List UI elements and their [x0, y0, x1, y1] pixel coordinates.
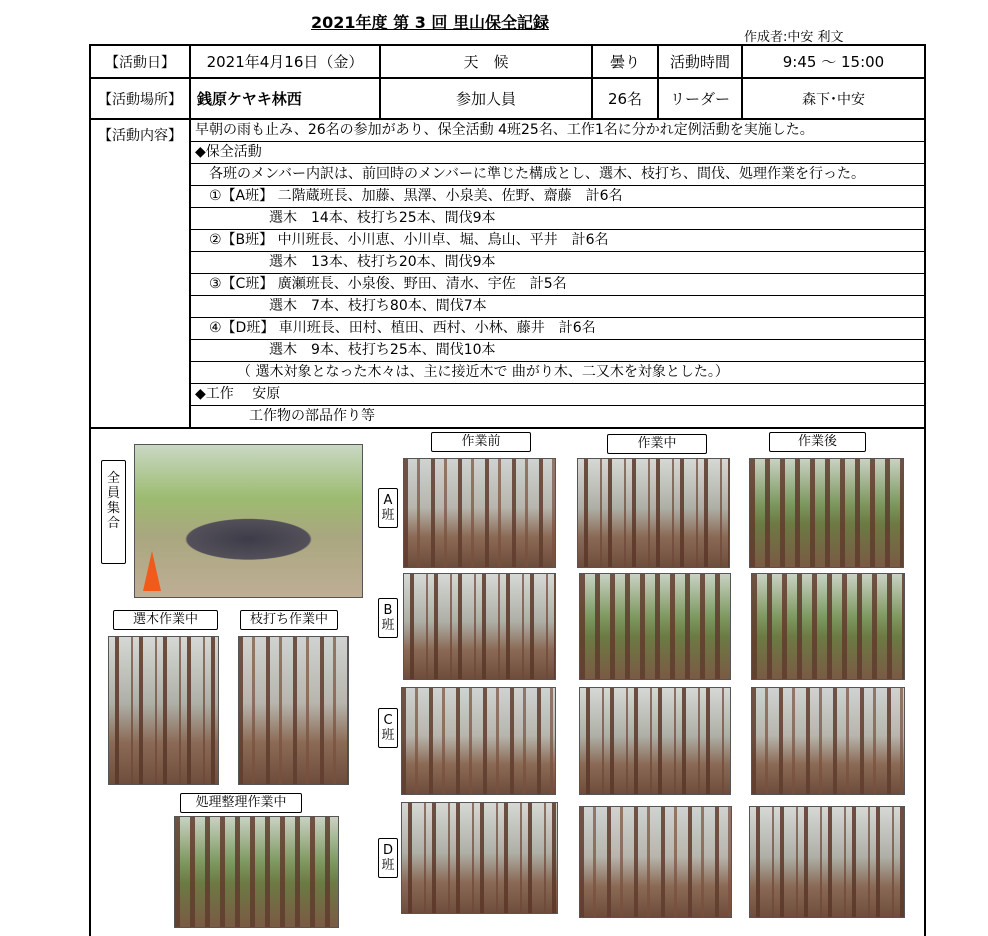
team-a-during-photo: [577, 458, 730, 568]
activity-line: ③【C班】 廣瀬班長、小泉俊、野田、清水、宇佐 計5名: [191, 274, 924, 296]
team-b-after-photo: [751, 573, 905, 680]
date-value: 2021年4月16日（金）: [191, 46, 381, 77]
activity-line: ◆工作 安原: [191, 384, 924, 406]
participants-value: 26名: [593, 79, 659, 118]
shori-label: 処理整理作業中: [180, 793, 302, 813]
group-photo-label: 全員集合: [101, 460, 126, 564]
activity-line: 選木 7本、枝打ち80本、間伐7本: [191, 296, 924, 318]
activity-content: [191, 120, 924, 429]
team-d-label: D班: [378, 838, 398, 878]
activity-line: ①【A班】 二階蔵班長、加藤、黒澤、小泉美、佐野、齋藤 計6名: [191, 186, 924, 208]
place-label: 【活動場所】: [91, 79, 191, 118]
leader-label: リーダー: [659, 79, 743, 118]
senboku-photo: [108, 636, 219, 785]
column-before: 作業前: [431, 432, 531, 452]
column-during: 作業中: [607, 434, 707, 454]
team-c-label: C班: [378, 708, 398, 748]
date-label: 【活動日】: [91, 46, 191, 77]
place-value: 銭原ケヤキ林西: [191, 79, 381, 118]
activity-line: ②【B班】 中川班長、小川恵、小川卓、堀、鳥山、平井 計6名: [191, 230, 924, 252]
edauchi-photo: [238, 636, 349, 785]
activity-line: ④【D班】 車川班長、田村、植田、西村、小林、藤井 計6名: [191, 318, 924, 340]
shori-photo: [174, 816, 339, 928]
team-d-after-photo: [749, 806, 905, 918]
group-photo: [134, 444, 363, 598]
weather-value: 曇り: [593, 46, 659, 77]
activity-line: 早朝の雨も止み、26名の参加があり、保全活動 4班25名、工作1名に分かれ定例活動を実施した。: [191, 120, 924, 142]
participants-label: 参加人員: [381, 79, 593, 118]
activity-line: （ 選木対象となった木々は、主に接近木で 曲がり木、二又木を対象とした。）: [191, 362, 924, 384]
team-b-during-photo: [579, 573, 731, 680]
team-d-during-photo: [579, 806, 732, 918]
team-c-after-photo: [751, 687, 905, 795]
activity-line: ◆保全活動: [191, 142, 924, 164]
header-row-2: [91, 79, 924, 120]
traffic-cone: [143, 551, 161, 591]
activity-label: 【活動内容】: [91, 120, 191, 429]
leader-value: 森下･中安: [802, 91, 865, 108]
team-a-after-photo: [749, 458, 904, 568]
team-a-label: A班: [378, 488, 398, 528]
team-a-before-photo: [403, 458, 556, 568]
activity-line: 選木 13本、枝打ち20本、間伐9本: [191, 252, 924, 274]
team-b-label: B班: [378, 598, 398, 638]
activity-line: 選木 9本、枝打ち25本、間伐10本: [191, 340, 924, 362]
header-row-1: [91, 46, 924, 79]
time-value: 9:45 ～ 15:00: [782, 53, 885, 71]
activity-line: 各班のメンバー内訳は、前回時のメンバーに準じた構成とし、選木、枝打ち、間伐、処理作業を行った。: [191, 164, 924, 186]
team-b-before-photo: [403, 573, 556, 680]
team-d-before-photo: [401, 802, 558, 914]
team-c-before-photo: [401, 687, 556, 795]
weather-label: 天 候: [381, 46, 593, 77]
edauchi-label: 枝打ち作業中: [240, 610, 338, 630]
team-c-during-photo: [579, 687, 731, 795]
page-title: 2021年度 第 3 回 里山保全記録: [311, 13, 549, 32]
activity-line: 選木 14本、枝打ち25本、間伐9本: [191, 208, 924, 230]
activity-line: 工作物の部品作り等: [249, 408, 375, 424]
time-label: 活動時間: [659, 46, 743, 77]
column-after: 作業後: [769, 432, 866, 452]
author: 作成者:中安 利文: [744, 30, 844, 45]
senboku-label: 選木作業中: [113, 610, 218, 630]
